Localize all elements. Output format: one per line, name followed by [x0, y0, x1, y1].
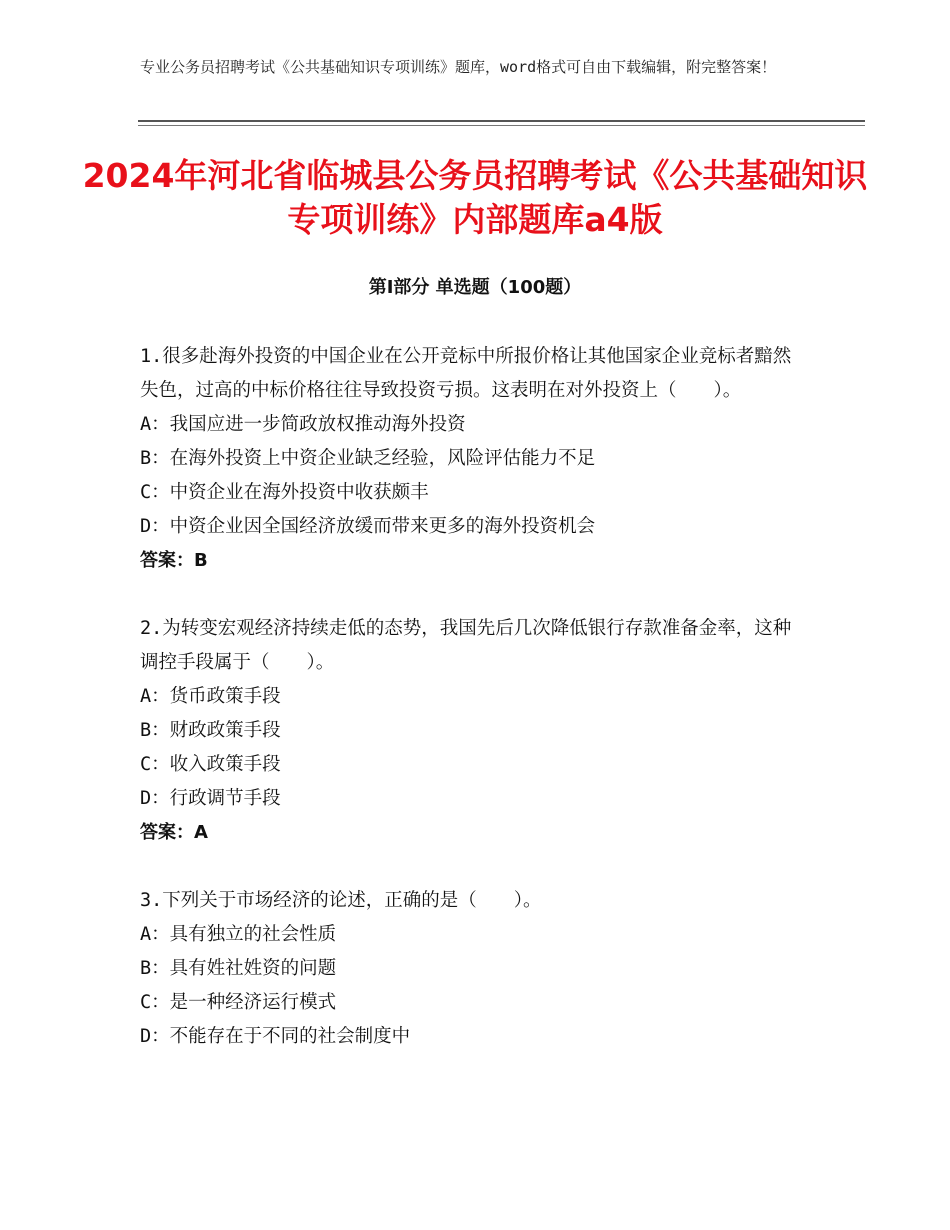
question-stem: 1.很多赴海外投资的中国企业在公开竞标中所报价格让其他国家企业竞标者黯然失色，过高的中标价格往往导致投资亏损。这表明在对外投资上（ ）。 [140, 346, 792, 401]
document-title: 2024年河北省临城县公务员招聘考试《公共基础知识专项训练》内部题库a4版 [82, 156, 868, 239]
question-2 [140, 612, 800, 850]
question-3 [140, 884, 800, 1054]
option-a: A：货币政策手段 [140, 686, 281, 707]
option-b: B：具有姓社姓资的问题 [140, 958, 337, 979]
header-rule-thick [138, 120, 865, 122]
option-c: C：收入政策手段 [140, 754, 281, 775]
answer: 答案：B [140, 550, 208, 571]
question-list [140, 340, 800, 1088]
option-b: B：在海外投资上中资企业缺乏经验，风险评估能力不足 [140, 448, 596, 469]
option-a: A：我国应进一步简政放权推动海外投资 [140, 414, 466, 435]
question-1 [140, 340, 800, 578]
header-note: 专业公务员招聘考试《公共基础知识专项训练》题库，word格式可自由下载编辑，附完整答案！ [140, 58, 777, 76]
option-c: C：中资企业在海外投资中收获颇丰 [140, 482, 429, 503]
option-d: D：不能存在于不同的社会制度中 [140, 1026, 411, 1047]
section-heading: 第Ⅰ部分 单选题（100题） [368, 277, 582, 298]
option-b: B：财政政策手段 [140, 720, 281, 741]
answer: 答案：A [140, 822, 208, 843]
header-rule-thin [138, 125, 865, 126]
option-a: A：具有独立的社会性质 [140, 924, 337, 945]
option-d: D：行政调节手段 [140, 788, 281, 809]
question-stem: 3.下列关于市场经济的论述，正确的是（ ）。 [140, 890, 542, 911]
option-d: D：中资企业因全国经济放缓而带来更多的海外投资机会 [140, 516, 596, 537]
option-c: C：是一种经济运行模式 [140, 992, 337, 1013]
question-stem: 2.为转变宏观经济持续走低的态势，我国先后几次降低银行存款准备金率，这种调控手段属于（ ）。 [140, 618, 792, 673]
